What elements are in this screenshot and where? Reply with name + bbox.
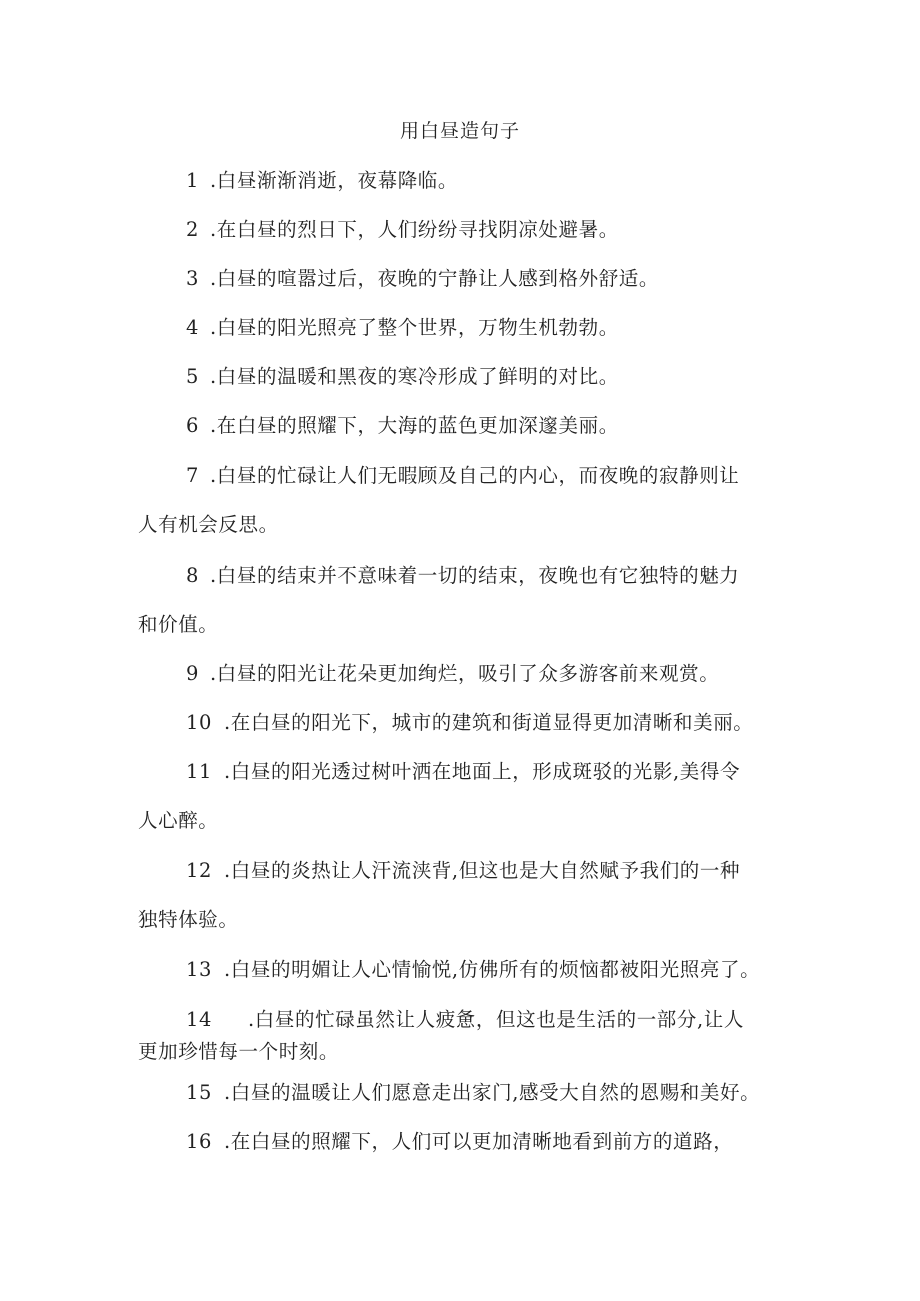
- sentence-number: 14: [186, 1008, 213, 1031]
- sentence-14-continuation: 更加珍惜每一个时刻。: [138, 1040, 340, 1063]
- sentence-number: 5: [186, 365, 200, 388]
- sentence-number: 6: [186, 414, 200, 437]
- sentence-text: .白昼渐渐消逝，夜幕降临。: [210, 169, 458, 192]
- sentence-text: .在白昼的照耀下，大海的蓝色更加深邃美丽。: [210, 414, 619, 437]
- sentence-number: 12: [186, 859, 213, 882]
- sentence-text: .白昼的明媚让人心情愉悦,仿佛所有的烦恼都被阳光照亮了。: [224, 958, 761, 981]
- sentence-number: 15: [186, 1081, 213, 1104]
- sentence-number: 10: [186, 711, 213, 734]
- sentence-number: 4: [186, 316, 200, 339]
- sentence-text: .白昼的温暖和黑夜的寒冷形成了鲜明的对比。: [210, 365, 619, 388]
- sentence-text: .白昼的阳光让花朵更加绚烂，吸引了众多游客前来观赏。: [210, 662, 720, 685]
- sentence-number: 16: [186, 1130, 213, 1153]
- sentence-text: .白昼的忙碌虽然让人疲惫，但这也是生活的一部分,让人: [248, 1008, 744, 1031]
- sentence-3: [186, 264, 659, 294]
- sentence-number: 3: [186, 267, 200, 290]
- sentence-5: [186, 362, 619, 392]
- sentence-number: 8: [186, 564, 200, 587]
- sentence-8-continuation: 和价值。: [138, 613, 219, 636]
- sentence-11: [186, 757, 740, 787]
- sentence-1: [186, 166, 458, 196]
- sentence-text: .白昼的炎热让人汗流浃背,但这也是大自然赋予我们的一种: [224, 859, 741, 882]
- page-title: 用白昼造句子: [399, 120, 520, 142]
- sentence-text: .白昼的结束并不意味着一切的结束，夜晚也有它独特的魅力: [210, 564, 740, 587]
- sentence-text: .在白昼的烈日下，人们纷纷寻找阴凉处避暑。: [210, 218, 619, 241]
- sentence-12-continuation: 独特体验。: [138, 908, 239, 931]
- sentence-13: [186, 955, 760, 985]
- sentence-text: .白昼的忙碌让人们无暇顾及自己的内心，而夜晚的寂静则让: [210, 464, 740, 487]
- sentence-15: [186, 1078, 760, 1108]
- sentence-7: [186, 461, 739, 491]
- sentence-7-continuation: 人有机会反思。: [138, 513, 279, 536]
- sentence-text: .白昼的阳光透过树叶洒在地面上，形成斑驳的光影,美得令: [224, 760, 741, 783]
- sentence-14: [186, 1005, 744, 1035]
- sentence-number: 7: [186, 464, 200, 487]
- sentence-number: 2: [186, 218, 200, 241]
- sentence-16: [186, 1127, 733, 1157]
- sentence-8: [186, 561, 739, 591]
- sentence-11-continuation: 人心醉。: [138, 809, 219, 832]
- sentence-number: 11: [186, 760, 213, 783]
- sentence-4: [186, 313, 619, 343]
- sentence-2: [186, 215, 619, 245]
- sentence-6: [186, 411, 619, 441]
- sentence-text: .白昼的温暖让人们愿意走出家门,感受大自然的恩赐和美好。: [224, 1081, 761, 1104]
- sentence-number: 9: [186, 662, 200, 685]
- sentence-10: [186, 708, 753, 738]
- sentence-text: .白昼的阳光照亮了整个世界，万物生机勃勃。: [210, 316, 619, 339]
- sentence-number: 1: [186, 169, 200, 192]
- sentence-text: .在白昼的照耀下，人们可以更加清晰地看到前方的道路，: [224, 1130, 734, 1153]
- sentence-text: .在白昼的阳光下，城市的建筑和街道显得更加清晰和美丽。: [224, 711, 754, 734]
- sentence-9: [186, 659, 719, 689]
- sentence-12: [186, 856, 740, 886]
- sentence-number: 13: [186, 958, 213, 981]
- sentence-text: .白昼的喧嚣过后，夜晚的宁静让人感到格外舒适。: [210, 267, 659, 290]
